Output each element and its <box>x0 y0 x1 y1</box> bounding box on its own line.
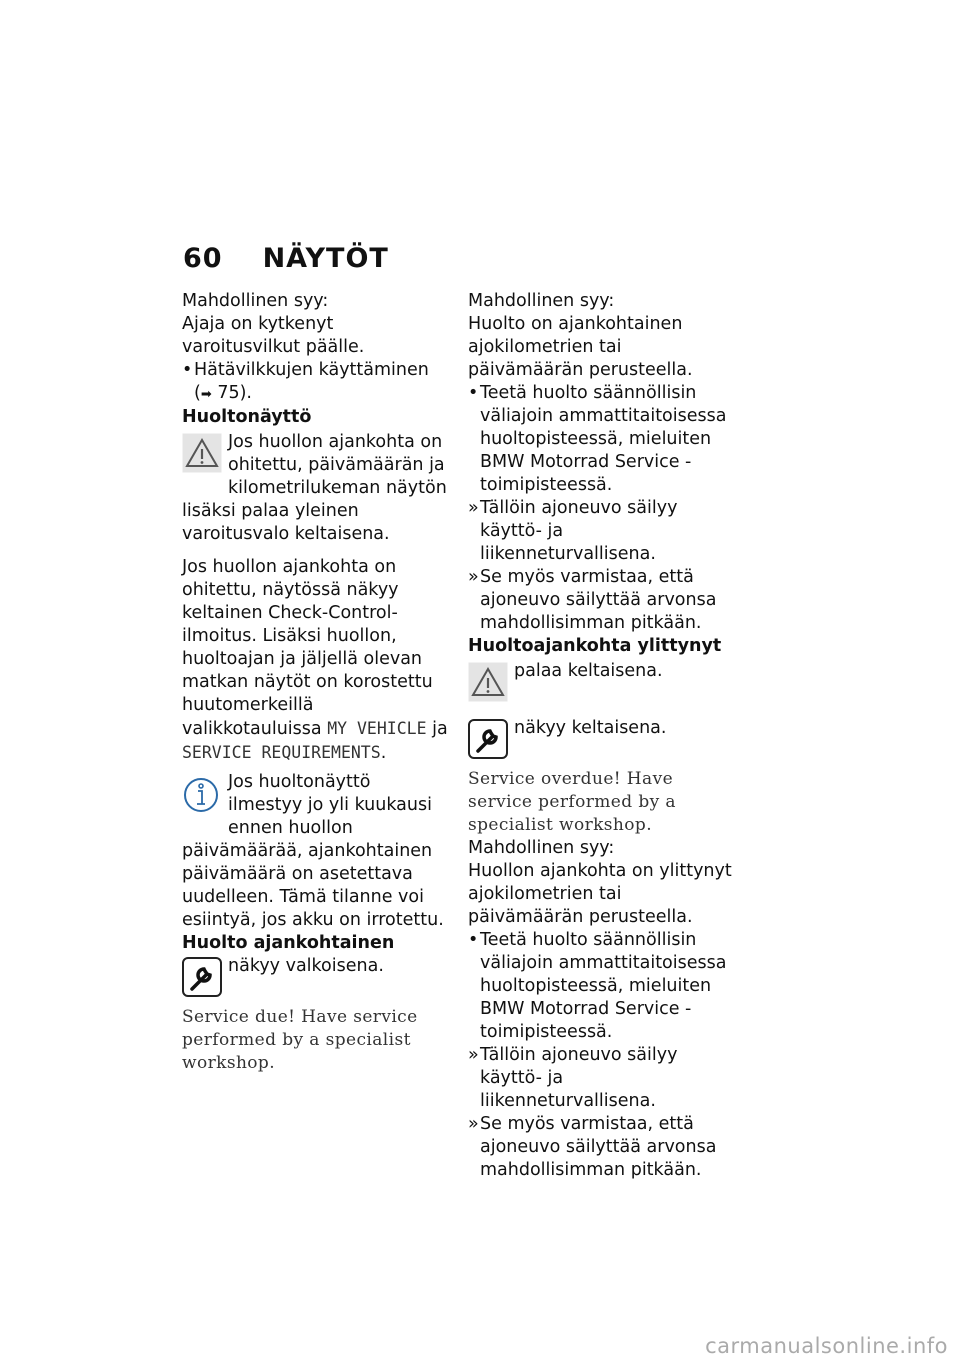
instruction-item <box>182 359 450 406</box>
arrow-right-icon: ➡ <box>200 387 212 402</box>
wrench-note <box>468 717 734 768</box>
warning-note <box>468 660 734 711</box>
result-item: » Tällöin ajoneuvo säilyy käyttö- ja liikenneturvallisena. <box>468 1044 734 1113</box>
ref-page: 75). <box>217 383 252 403</box>
result-item: » Tällöin ajoneuvo säilyy käyttö- ja liikenneturvallisena. <box>468 497 734 566</box>
info-icon <box>182 773 222 820</box>
wrench-icon <box>468 719 508 766</box>
page-number: 60 <box>183 243 223 274</box>
ref-open: ( <box>194 383 201 403</box>
wrench-icon <box>182 957 222 1004</box>
check-control-paragraph <box>182 556 450 765</box>
section-heading-service-due: Huolto ajankohtainen <box>182 933 395 953</box>
result-item: » Se myös varmistaa, että ajoneuvo säilyttää arvonsa mahdollisimman pitkään. <box>468 1113 734 1182</box>
warning-note <box>182 431 450 546</box>
watermark: carmanualsonline.info <box>705 1334 948 1358</box>
instruction-item: • Teetä huolto säännöllisin väliajoin ammattitaitoisessa huoltopisteessä, mieluiten BMW Motorrad Service -toimipisteessä. <box>468 929 734 1044</box>
menu-name-my-vehicle: MY VEHICLE <box>327 719 427 738</box>
section-heading-service-display: Huoltonäyttö <box>182 407 312 427</box>
cause-text: Huolto on ajankohtainen ajokilometrien tai päivämäärän perusteella. <box>468 314 693 380</box>
wrench-text: näkyy keltaisena. <box>514 718 667 738</box>
warning-triangle-icon <box>468 662 508 709</box>
page-title: NÄYTÖT <box>262 243 389 274</box>
warning-triangle-icon <box>182 433 222 480</box>
warning-text: palaa keltaisena. <box>514 661 663 681</box>
info-text: Jos huoltonäyttö ilmestyy jo yli kuukausi ennen huollon päivämäärää, ajankohtainen päivämäärä on asetettava uudelleen. Tämä tilanne voi esiintyä, jos akku on irrotettu. <box>182 772 444 930</box>
cause-label: Mahdollinen syy: <box>182 291 329 311</box>
conjunction: ja <box>432 719 448 739</box>
instruction-item: • Teetä huolto säännöllisin väliajoin ammattitaitoisessa huoltopisteessä, mieluiten BMW Motorrad Service -toimipisteessä. <box>468 382 734 497</box>
menu-name-service-requirements: SERVICE REQUIREMENTS <box>182 743 381 762</box>
wrench-text: näkyy valkoisena. <box>228 956 384 976</box>
left-column <box>182 290 450 1075</box>
result-item: » Se myös varmistaa, että ajoneuvo säilyttää arvonsa mahdollisimman pitkään. <box>468 566 734 635</box>
cause-label: Mahdollinen syy: <box>468 291 615 311</box>
section-heading-service-overdue: Huoltoajankohta ylittynyt <box>468 636 722 656</box>
cause-label: Mahdollinen syy: <box>468 838 615 858</box>
display-message-service-due: Service due! Have service performed by a specialist workshop. <box>182 1007 418 1073</box>
info-note <box>182 771 450 932</box>
display-message-service-overdue: Service overdue! Have service performed by a specialist workshop. <box>468 769 676 835</box>
page-header <box>183 243 389 274</box>
instruction-text: Hätävilkkujen käyttäminen <box>194 360 429 380</box>
period: . <box>380 743 387 763</box>
cause-text: Ajaja on kytkenyt varoitusvilkut päälle. <box>182 314 365 357</box>
page-reference[interactable] <box>194 383 252 403</box>
right-column <box>468 290 734 1182</box>
cause-text: Huollon ajankohta on ylittynyt ajokilometrien tai päivämäärän perusteella. <box>468 861 732 927</box>
wrench-note <box>182 955 450 1006</box>
warning-text: Jos huollon ajankohta on ohitettu, päivämäärän ja kilometrilukeman näytön lisäksi palaa yleinen varoitusvalo keltaisena. <box>182 432 447 544</box>
check-control-text: Jos huollon ajankohta on ohitettu, näytössä näkyy keltainen Check-Control-ilmoitus. Lisäksi huollon, huoltoajan ja jäljellä olevan matkan näytöt on korostettu huutomerkeillä valikkotauluissa <box>182 557 433 739</box>
